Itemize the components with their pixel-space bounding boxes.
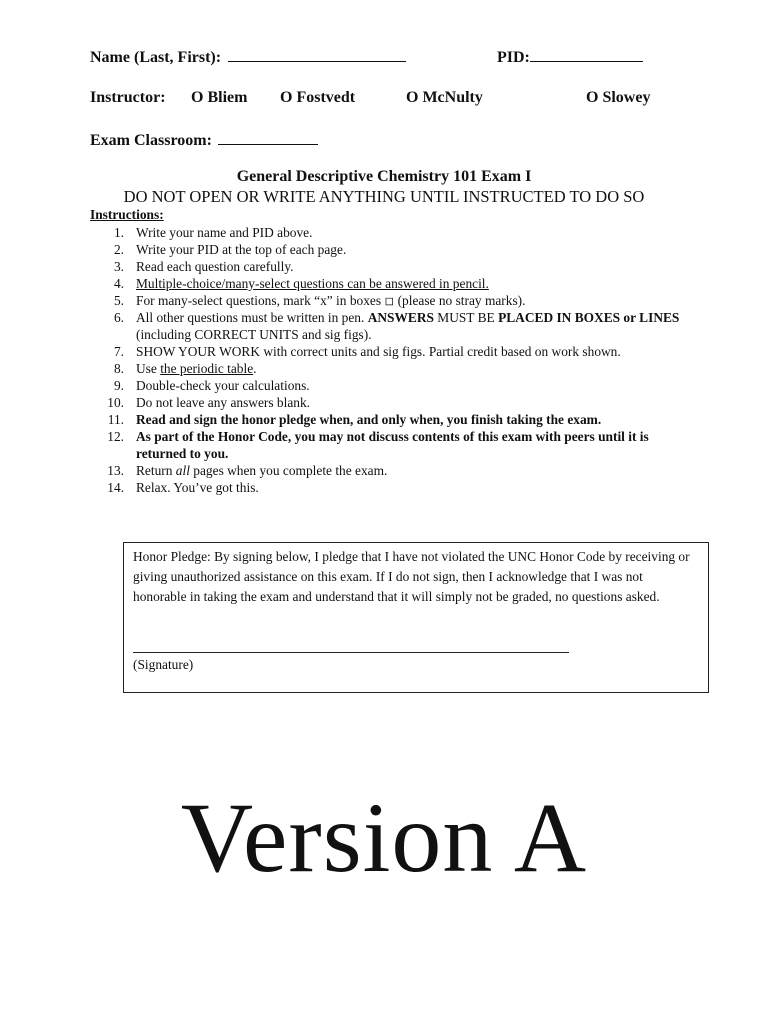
classroom-input-line[interactable] (218, 130, 318, 145)
pid-label: PID: (497, 49, 530, 66)
honor-pledge-text: Honor Pledge: By signing below, I pledge that I have not violated the UNC Honor Code by receiving or giving unauthorized assistance on this exam. If I do not sign, then I acknowledge that I was not honorable in taking the exam and understand that it will simply not be graded, no questions asked. (133, 549, 690, 604)
instruction-item: 7. SHOW YOUR WORK with correct units and sig figs. Partial credit based on work shown. (113, 344, 621, 359)
exam-title: General Descriptive Chemistry 101 Exam I (236, 168, 532, 185)
name-input-line[interactable] (228, 47, 406, 62)
instruction-item: 9. Double-check your calculations. (113, 378, 310, 393)
instructions-list (90, 224, 690, 496)
instruction-item: 14. Relax. You’ve got this. (107, 480, 259, 495)
periodic-table-link[interactable]: the periodic table (160, 361, 254, 376)
name-label: Name (Last, First): (90, 49, 222, 66)
name-row (90, 47, 406, 67)
instruction-item: 1. Write your name and PID above. (113, 225, 313, 240)
instruction-item: 8. Use the periodic table. (113, 361, 257, 376)
instruction-item: 3. Read each question carefully. (113, 259, 294, 274)
instruction-item: 11. Read and sign the honor pledge when, and only when, you finish taking the exam. (107, 412, 602, 427)
classroom-label: Exam Classroom: (90, 132, 212, 149)
classroom-row (90, 130, 318, 150)
instruction-item: 5. For many-select questions, mark “x” in boxes ◽ (please no stray marks). (113, 293, 526, 308)
instructor-option-bliem[interactable]: O Bliem (191, 89, 248, 106)
instruction-item: 2. Write your PID at the top of each page. (113, 242, 347, 257)
honor-pledge-box (123, 542, 709, 693)
instructor-label: Instructor: (90, 89, 166, 106)
instructor-row (90, 89, 690, 111)
instruction-item: 4. Multiple-choice/many-select questions can be answered in pencil. (113, 276, 489, 291)
instruction-item: 10. Do not leave any answers blank. (107, 395, 311, 410)
instruction-item: 13. Return all pages when you complete the exam. (107, 463, 388, 478)
exam-warning: DO NOT OPEN OR WRITE ANYTHING UNTIL INSTRUCTED TO DO SO (123, 187, 645, 206)
instruction-item: 12. As part of the Honor Code, you may not discuss contents of this exam with peers until it is returned to you. (107, 429, 649, 461)
pid-row (497, 47, 643, 67)
signature-label: (Signature) (133, 657, 194, 672)
signature-line[interactable] (133, 652, 569, 653)
instructor-option-slowey[interactable]: O Slowey (586, 89, 651, 106)
pid-input-line[interactable] (530, 47, 643, 62)
version-label: Version A (180, 782, 588, 893)
instructions-heading: Instructions: (90, 207, 164, 222)
instructor-option-mcnulty[interactable]: O McNulty (406, 89, 483, 106)
instructor-option-fostvedt[interactable]: O Fostvedt (280, 89, 356, 106)
instruction-item: 6. All other questions must be written in pen. ANSWERS MUST BE PLACED IN BOXES or LINES (including CORRECT UNITS and sig figs). (113, 310, 680, 342)
